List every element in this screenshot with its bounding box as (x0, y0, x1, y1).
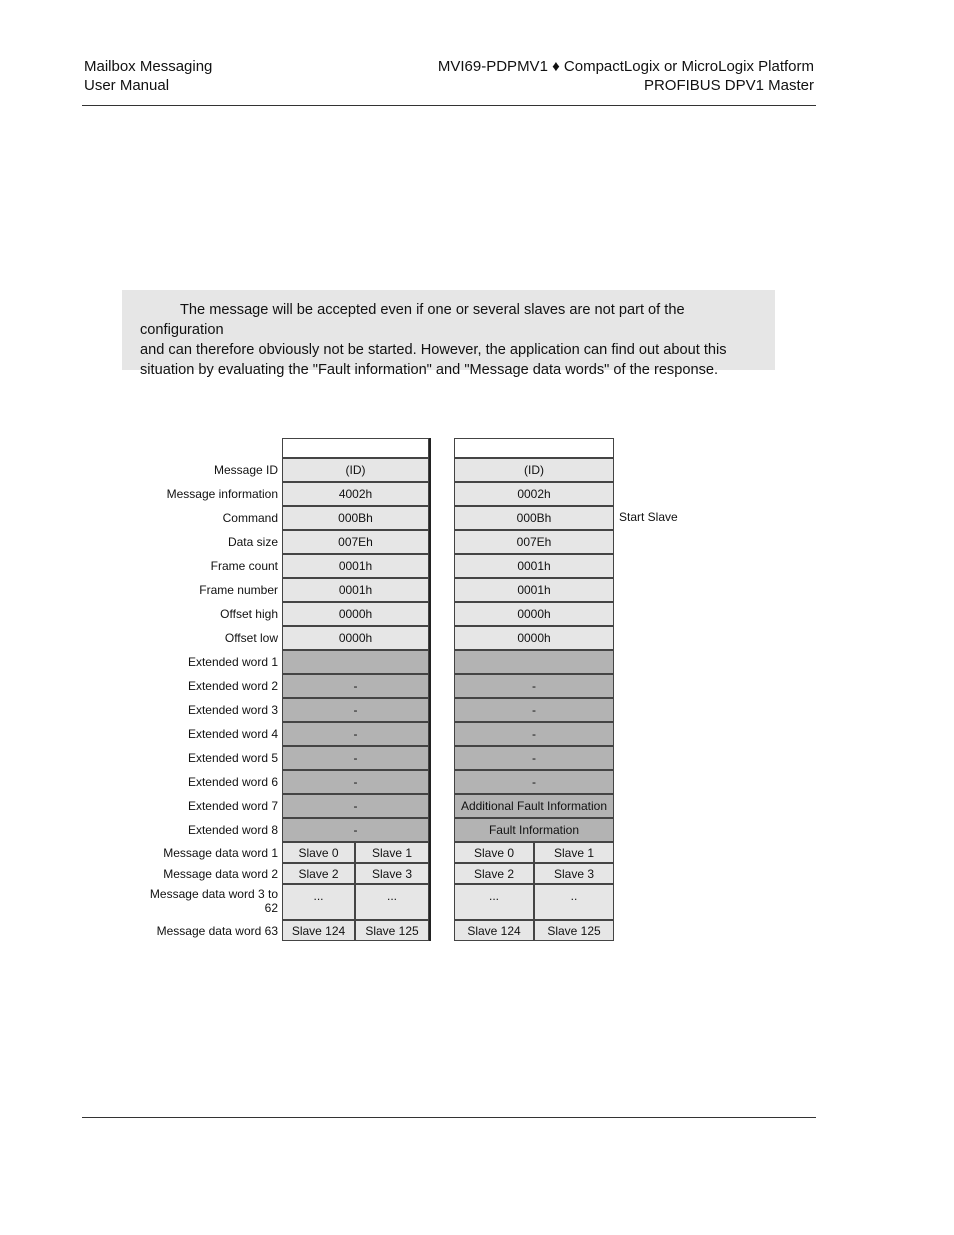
table-cell: - (282, 722, 429, 746)
row-label: Extended word 2 (187, 679, 278, 693)
slave-cell: Slave 1 (355, 842, 429, 863)
table-cell (282, 650, 429, 674)
slave-cell: ... (282, 884, 355, 920)
slave-cell: Slave 125 (355, 920, 429, 941)
request-table (282, 438, 431, 941)
row-label: Frame count (210, 559, 278, 573)
table-header-cell (282, 438, 429, 458)
row-label: Message data word 3 to 62 (149, 887, 278, 915)
table-cell: Additional Fault Information (454, 794, 614, 818)
row-label: Message data word 2 (163, 866, 278, 881)
table-cell: (ID) (454, 458, 614, 482)
table-cell: - (282, 674, 429, 698)
note-box (122, 290, 775, 378)
header-product: MVI69-PDPMV1 ♦ CompactLogix or MicroLogix Platform (437, 58, 814, 75)
slave-cell: ... (355, 884, 429, 920)
row-label: Extended word 7 (187, 799, 278, 813)
row-label: Command (222, 511, 278, 525)
slave-cell: Slave 2 (454, 863, 534, 884)
table-cell: 0001h (282, 578, 429, 602)
table-cell: 007Eh (454, 530, 614, 554)
slave-cell: Slave 0 (454, 842, 534, 863)
row-label: Frame number (199, 583, 278, 597)
row-label: Extended word 5 (187, 751, 278, 765)
table-cell: 0001h (454, 578, 614, 602)
table-cell: - (454, 722, 614, 746)
note-line-1: The message will be accepted even if one or several slaves are not part of the configuration (140, 302, 685, 338)
table-cell: Fault Information (454, 818, 614, 842)
table-cell: 0001h (282, 554, 429, 578)
table-cell: - (454, 746, 614, 770)
slave-cell: ... (454, 884, 534, 920)
start-slave-note: Start Slave (619, 510, 678, 524)
row-label: Offset high (220, 607, 278, 621)
slave-cell: Slave 124 (282, 920, 355, 941)
row-label: Message data word 63 (156, 923, 278, 938)
table-cell: 0001h (454, 554, 614, 578)
row-label: Extended word 8 (187, 823, 278, 837)
table-cell: 000Bh (454, 506, 614, 530)
header-left (84, 57, 212, 95)
table-cell: 0000h (282, 602, 429, 626)
table-cell: 0000h (454, 602, 614, 626)
table-cell: - (282, 770, 429, 794)
table-cell: - (282, 698, 429, 722)
table-cell (454, 650, 614, 674)
table-cell: - (454, 698, 614, 722)
header-right (438, 57, 814, 95)
table-cell: - (454, 770, 614, 794)
header-doc-type: User Manual (84, 77, 170, 94)
header-product-sub: PROFIBUS DPV1 Master (643, 77, 814, 94)
table-cell: 000Bh (282, 506, 429, 530)
slave-cell: .. (534, 884, 614, 920)
slave-cell: Slave 2 (282, 863, 355, 884)
row-label: Message information (166, 487, 278, 501)
row-label: Message data word 1 (163, 845, 278, 860)
table-cell: - (282, 746, 429, 770)
table-cell: - (454, 674, 614, 698)
slave-cell: Slave 1 (534, 842, 614, 863)
row-label: Extended word 3 (187, 703, 278, 717)
row-label: Extended word 4 (187, 727, 278, 741)
slave-cell: Slave 3 (355, 863, 429, 884)
row-label: Extended word 1 (187, 655, 278, 669)
table-cell: (ID) (282, 458, 429, 482)
header-doc-section: Mailbox Messaging (84, 58, 213, 75)
table-cell: 007Eh (282, 530, 429, 554)
table-header-cell (454, 438, 614, 458)
table-cell: 0000h (454, 626, 614, 650)
row-label: Offset low (224, 631, 278, 645)
table-cell: 0002h (454, 482, 614, 506)
note-line-3: situation by evaluating the "Fault information" and "Message data words" of the response. (140, 362, 719, 378)
header-divider (82, 105, 816, 106)
row-label: Message ID (213, 463, 278, 477)
slave-cell: Slave 124 (454, 920, 534, 941)
response-table (454, 438, 614, 941)
slave-cell: Slave 3 (534, 863, 614, 884)
row-label: Extended word 6 (187, 775, 278, 789)
table-cell: - (282, 818, 429, 842)
table-cell: 4002h (282, 482, 429, 506)
note-line-2: and can therefore obviously not be started. However, the application can find out about this (140, 342, 727, 358)
slave-cell: Slave 125 (534, 920, 614, 941)
table-cell: 0000h (282, 626, 429, 650)
table-cell: - (282, 794, 429, 818)
row-label: Data size (227, 535, 278, 549)
slave-cell: Slave 0 (282, 842, 355, 863)
footer-divider (82, 1117, 816, 1118)
